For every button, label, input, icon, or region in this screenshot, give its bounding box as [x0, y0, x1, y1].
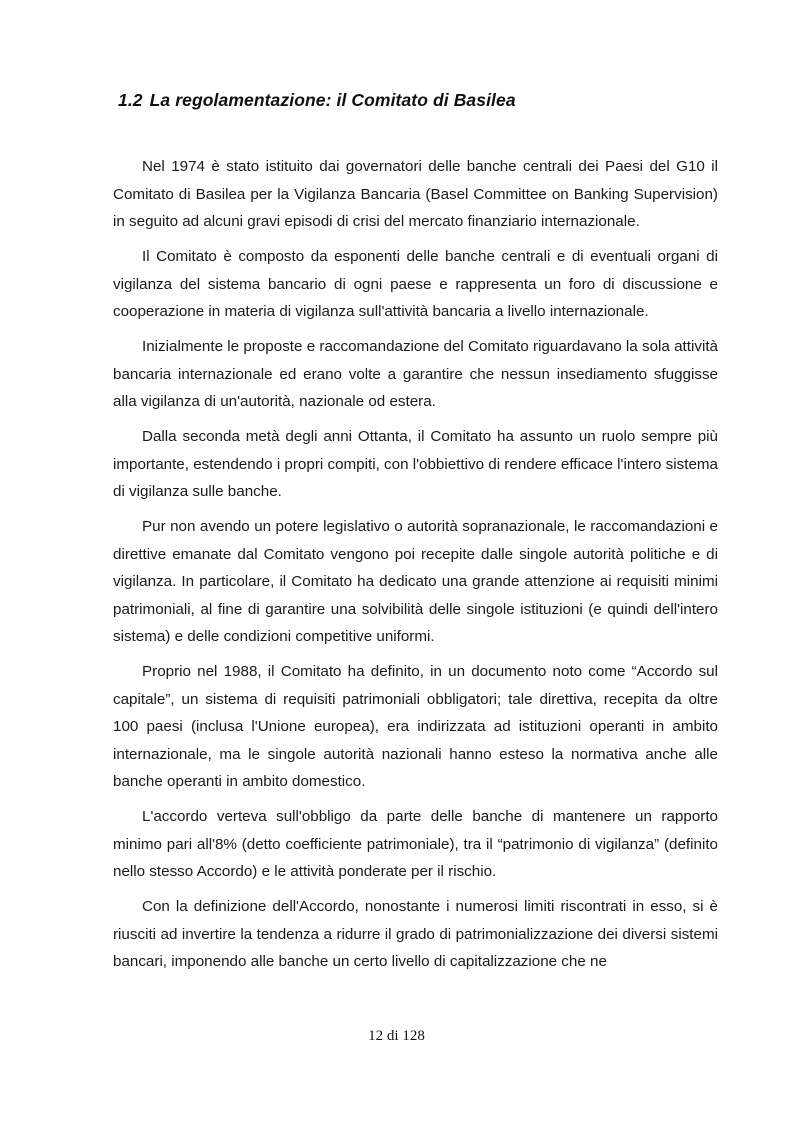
paragraph: Inizialmente le proposte e raccomandazione del Comitato riguardavano la sola attività bancaria internazionale ed erano volte a garantire che nessun insediamento sfuggisse alla vigilanza di un'autorità, nazionale od estera. [113, 338, 718, 410]
paragraph: Nel 1974 è stato istituito dai governatori delle banche centrali dei Paesi del G10 il Comitato di Basilea per la Vigilanza Bancaria (Basel Committee on Banking Supervision) in seguito ad alcuni gravi episodi di crisi del mercato finanziario internazionale. [113, 158, 718, 230]
page-number: 12 di 128 [368, 1028, 425, 1044]
section-heading [118, 90, 516, 111]
paragraph: Dalla seconda metà degli anni Ottanta, il Comitato ha assunto un ruolo sempre più importante, estendendo i propri compiti, con l'obbiettivo di rendere efficace l'intero sistema di vigilanza sulle banche. [113, 428, 718, 500]
paragraph: Pur non avendo un potere legislativo o autorità sopranazionale, le raccomandazioni e direttive emanate dal Comitato vengono poi recepite dalle singole autorità politiche e di vigilanza. In particolare, il Comitato ha dedicato una grande attenzione ai requisiti minimi patrimoniali, al fine di garantire una solvibilità delle singole istituzioni (e quindi dell'intero sistema) e delle condizioni competitive uniformi. [113, 518, 718, 645]
body-text [113, 153, 718, 983]
paragraph: Il Comitato è composto da esponenti delle banche centrali e di eventuali organi di vigilanza del sistema bancario di ogni paese e rappresenta un foro di discussione e cooperazione in materia di vigilanza sull'attività bancaria a livello internazionale. [113, 248, 718, 320]
paragraph: Con la definizione dell'Accordo, nonostante i numerosi limiti riscontrati in esso, si è riusciti ad invertire la tendenza a ridurre il grado di patrimonializzazione dei diversi sistemi bancari, imponendo alle banche un certo livello di capitalizzazione che ne [113, 898, 718, 970]
section-number: 1.2 [118, 90, 143, 110]
paragraph: L'accordo verteva sull'obbligo da parte delle banche di mantenere un rapporto minimo pari all'8% (detto coefficiente patrimoniale), tra il “patrimonio di vigilanza” (definito nello stesso Accordo) e le attività ponderate per il rischio. [113, 808, 718, 880]
section-title: La regolamentazione: il Comitato di Basilea [149, 90, 516, 110]
paragraph: Proprio nel 1988, il Comitato ha definito, in un documento noto come “Accordo sul capitale”, un sistema di requisiti patrimoniali obbligatori; tale direttiva, recepita da oltre 100 paesi (inclusa l'Unione europea), era indirizzata ad istituzioni operanti in ambito internazionale, ma le singole autorità nazionali hanno esteso la normativa anche alle banche operanti in ambito domestico. [113, 663, 718, 790]
